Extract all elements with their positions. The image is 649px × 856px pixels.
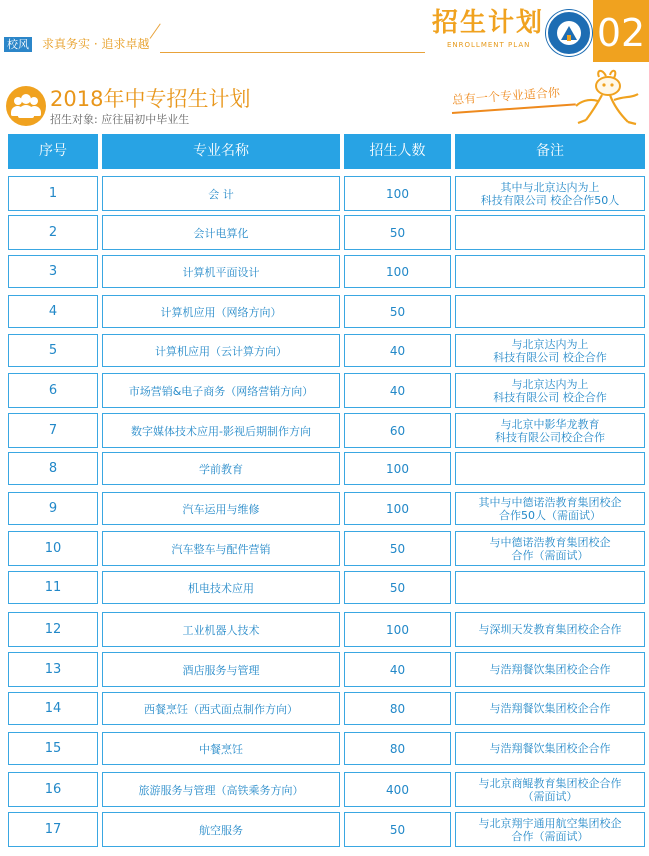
- enrollment-count: 100: [344, 612, 451, 647]
- enrollment-count: 100: [344, 452, 451, 485]
- major-name: 航空服务: [102, 812, 340, 847]
- table-row: [0, 413, 649, 448]
- row-number: 8: [8, 452, 98, 485]
- row-number: 13: [8, 652, 98, 687]
- table-row: [0, 692, 649, 725]
- major-name: 数字媒体技术应用-影视后期制作方向: [102, 413, 340, 448]
- people-group-icon: [6, 86, 46, 126]
- enrollment-count: 80: [344, 732, 451, 765]
- major-name: 酒店服务与管理: [102, 652, 340, 687]
- remarks: 与北京中影华龙教育 科技有限公司校企合作: [455, 413, 645, 448]
- enrollment-count: 40: [344, 652, 451, 687]
- major-name: 会计电算化: [102, 215, 340, 250]
- table-row: [0, 295, 649, 328]
- remarks: [455, 452, 645, 485]
- enrollment-count: 60: [344, 413, 451, 448]
- enrollment-count: 80: [344, 692, 451, 725]
- table-row: [0, 812, 649, 847]
- header-subtitle: ENROLLMENT PLAN: [447, 41, 531, 49]
- school-motto: 求真务实 · 追求卓越: [42, 37, 150, 51]
- row-number: 14: [8, 692, 98, 725]
- major-name: 学前教育: [102, 452, 340, 485]
- row-number: 5: [8, 334, 98, 367]
- enrollment-count: 50: [344, 531, 451, 566]
- enrollment-count: 400: [344, 772, 451, 807]
- major-name: 中餐烹饪: [102, 732, 340, 765]
- table-row: [0, 452, 649, 485]
- major-name: 汽车整车与配件营销: [102, 531, 340, 566]
- school-logo-icon: [546, 10, 592, 56]
- enrollment-count: 50: [344, 812, 451, 847]
- remarks: 与北京达内为上 科技有限公司 校企合作: [455, 334, 645, 367]
- motto-divider-slant: [150, 23, 161, 38]
- column-header-count: 招生人数: [344, 134, 451, 169]
- row-number: 12: [8, 612, 98, 647]
- section-title: 2018年中专招生计划: [50, 87, 251, 111]
- slogan: 总有一个专业适合你: [451, 85, 561, 107]
- remarks: 与北京商鲲教育集团校企合作 （需面试）: [455, 772, 645, 807]
- remarks: 其中与中德诺浩教育集团校企 合作50人（需面试）: [455, 492, 645, 525]
- major-name: 计算机应用（云计算方向）: [102, 334, 340, 367]
- row-number: 11: [8, 571, 98, 604]
- row-number: 3: [8, 255, 98, 288]
- remarks: [455, 295, 645, 328]
- school-spirit-tag: 校风: [4, 37, 32, 52]
- table-row: [0, 255, 649, 288]
- column-header-major: 专业名称: [102, 134, 340, 169]
- table-row: [0, 652, 649, 687]
- remarks: 与北京达内为上 科技有限公司 校企合作: [455, 373, 645, 408]
- column-header-no: 序号: [8, 134, 98, 169]
- row-number: 1: [8, 176, 98, 211]
- remarks: [455, 255, 645, 288]
- table-row: [0, 531, 649, 566]
- major-name: 西餐烹饪（西式面点制作方向）: [102, 692, 340, 725]
- remarks: 与深圳天发教育集团校企合作: [455, 612, 645, 647]
- row-number: 6: [8, 373, 98, 408]
- remarks: [455, 571, 645, 604]
- major-name: 汽车运用与维修: [102, 492, 340, 525]
- row-number: 10: [8, 531, 98, 566]
- table-row: [0, 772, 649, 807]
- remarks: 与北京翔宇通用航空集团校企 合作（需面试）: [455, 812, 645, 847]
- row-number: 2: [8, 215, 98, 250]
- enrollment-count: 40: [344, 373, 451, 408]
- enrollment-count: 50: [344, 571, 451, 604]
- enrollment-count: 40: [344, 334, 451, 367]
- remarks: [455, 215, 645, 250]
- remarks: 其中与北京达内为上 科技有限公司 校企合作50人: [455, 176, 645, 211]
- table-row: [0, 176, 649, 211]
- major-name: 计算机应用（网络方向）: [102, 295, 340, 328]
- remarks: 与浩翔餐饮集团校企合作: [455, 732, 645, 765]
- table-row: [0, 215, 649, 250]
- major-name: 旅游服务与管理（高铁乘务方向）: [102, 772, 340, 807]
- row-number: 7: [8, 413, 98, 448]
- table-row: [0, 492, 649, 525]
- row-number: 15: [8, 732, 98, 765]
- remarks: 与中德诺浩教育集团校企 合作（需面试）: [455, 531, 645, 566]
- table-row: [0, 612, 649, 647]
- enrollment-count: 100: [344, 176, 451, 211]
- row-number: 4: [8, 295, 98, 328]
- enrollment-count: 100: [344, 255, 451, 288]
- major-name: 机电技术应用: [102, 571, 340, 604]
- top-bar: [0, 0, 649, 62]
- major-name: 会 计: [102, 176, 340, 211]
- table-row: [0, 571, 649, 604]
- row-number: 17: [8, 812, 98, 847]
- table-row: [0, 373, 649, 408]
- section-subtitle: 招生对象: 应往届初中毕业生: [50, 113, 190, 126]
- remarks: 与浩翔餐饮集团校企合作: [455, 652, 645, 687]
- major-name: 市场营销&电子商务（网络营销方向）: [102, 373, 340, 408]
- row-number: 9: [8, 492, 98, 525]
- remarks: 与浩翔餐饮集团校企合作: [455, 692, 645, 725]
- row-number: 16: [8, 772, 98, 807]
- header-title: 招生计划: [432, 8, 545, 38]
- motto-divider-line: [160, 52, 425, 53]
- enrollment-count: 50: [344, 215, 451, 250]
- column-header-note: 备注: [455, 134, 645, 169]
- page-number: 02: [593, 0, 649, 62]
- enrollment-count: 50: [344, 295, 451, 328]
- enrollment-count: 100: [344, 492, 451, 525]
- mascot-illustration: [566, 68, 646, 128]
- major-name: 工业机器人技术: [102, 612, 340, 647]
- table-row: [0, 732, 649, 765]
- major-name: 计算机平面设计: [102, 255, 340, 288]
- table-row: [0, 334, 649, 367]
